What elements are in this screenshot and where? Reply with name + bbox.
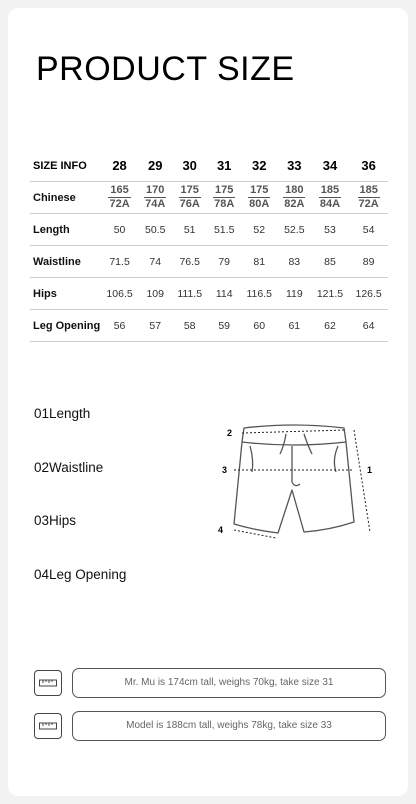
- size-cell: 31: [208, 150, 241, 182]
- height-value: 185: [359, 184, 378, 196]
- marker-2: 2: [227, 428, 233, 438]
- measure-cell: 56: [100, 310, 139, 342]
- measure-cell: 76.5: [172, 246, 208, 278]
- length-row: [30, 214, 388, 246]
- measure-cell: 52: [241, 214, 279, 246]
- chinese-size-cell: [349, 182, 388, 214]
- model-note-text: Model is 188cm tall, weighs 78kg, take size 33: [72, 711, 386, 741]
- size-table: [30, 150, 388, 342]
- chinese-size-cell: [208, 182, 241, 214]
- drawstring-left: [280, 434, 286, 454]
- waist-value: 74A: [145, 198, 166, 210]
- size-cell: 32: [241, 150, 279, 182]
- right-pocket: [334, 446, 338, 472]
- legend-waistline: 02Waistline: [34, 460, 104, 475]
- measure-cell: 64: [349, 310, 388, 342]
- measure-cell: 89: [349, 246, 388, 278]
- marker-1: 1: [367, 465, 373, 475]
- drawstring-right: [304, 434, 312, 454]
- size-cell: 29: [139, 150, 172, 182]
- waist-value: 82A: [284, 198, 305, 210]
- legend-length: 01Length: [34, 406, 91, 421]
- size-cell: 34: [311, 150, 350, 182]
- height-value: 185: [320, 184, 340, 196]
- size-cell: 28: [100, 150, 139, 182]
- waist-value: 78A: [214, 198, 235, 210]
- measure-cell: 119: [278, 278, 311, 310]
- measure-cell: 106.5: [100, 278, 139, 310]
- chinese-size-row: [30, 182, 388, 214]
- ruler-icon: [34, 713, 62, 739]
- measure-cell: 109: [139, 278, 172, 310]
- size-cell: 33: [278, 150, 311, 182]
- measure-cell: 51: [172, 214, 208, 246]
- measure-cell: 71.5: [100, 246, 139, 278]
- measure-cell: 62: [311, 310, 350, 342]
- height-value: 165: [110, 184, 129, 196]
- marker-4: 4: [218, 525, 224, 535]
- waist-value: 72A: [109, 198, 130, 210]
- hips-row: [30, 278, 388, 310]
- chinese-size-cell: [311, 182, 350, 214]
- measure-cell: 60: [241, 310, 279, 342]
- leg-opening-row: [30, 310, 388, 342]
- measure-cell: 85: [311, 246, 350, 278]
- measure-cell: 83: [278, 246, 311, 278]
- height-value: 175: [215, 184, 234, 196]
- measure-cell: 59: [208, 310, 241, 342]
- chinese-size-cell: [172, 182, 208, 214]
- waist-value: 72A: [358, 198, 379, 210]
- ruler-icon: [34, 670, 62, 696]
- measure-cell: 121.5: [311, 278, 350, 310]
- row-label: Chinese: [30, 182, 100, 214]
- waist-value: 80A: [249, 198, 270, 210]
- model-note-2: [34, 711, 386, 743]
- measure-cell: 50: [100, 214, 139, 246]
- measure-cell: 74: [139, 246, 172, 278]
- size-header-row: [30, 150, 388, 182]
- chinese-size-cell: [100, 182, 139, 214]
- waist-value: 84A: [319, 198, 341, 210]
- row-label: Leg Opening: [30, 310, 100, 342]
- measure-cell: 81: [241, 246, 279, 278]
- waistline-row: [30, 246, 388, 278]
- row-label: Hips: [30, 278, 100, 310]
- measure-cell: 50.5: [139, 214, 172, 246]
- size-cell: 30: [172, 150, 208, 182]
- chinese-size-cell: [139, 182, 172, 214]
- marker-3: 3: [222, 465, 228, 475]
- row-label: Waistline: [30, 246, 100, 278]
- left-pocket: [250, 446, 253, 472]
- size-cell: 36: [349, 150, 388, 182]
- measure-cell: 54: [349, 214, 388, 246]
- height-value: 175: [250, 184, 269, 196]
- chinese-size-cell: [278, 182, 311, 214]
- measure-cell: 53: [311, 214, 350, 246]
- waistband-shape: [242, 425, 346, 445]
- fly-seam: [292, 446, 300, 486]
- measure-cell: 114: [208, 278, 241, 310]
- waist-value: 76A: [179, 198, 200, 210]
- measure-cell: 126.5: [349, 278, 388, 310]
- measure-cell: 52.5: [278, 214, 311, 246]
- measure-cell: 116.5: [241, 278, 279, 310]
- size-info-label: SIZE INFO: [30, 150, 100, 182]
- height-value: 180: [285, 184, 304, 196]
- chinese-size-cell: [241, 182, 279, 214]
- measure-cell: 57: [139, 310, 172, 342]
- row-label: Length: [30, 214, 100, 246]
- model-note-1: [34, 668, 386, 700]
- model-note-text: Mr. Mu is 174cm tall, weighs 70kg, take size 31: [72, 668, 386, 698]
- length-measure-line: [354, 430, 373, 532]
- legend-hips: 03Hips: [34, 513, 77, 528]
- legend-leg-opening: 04Leg Opening: [34, 567, 127, 582]
- waist-measure-line: [242, 430, 346, 433]
- page-title: PRODUCT SIZE: [36, 50, 295, 88]
- measure-cell: 61: [278, 310, 311, 342]
- height-value: 170: [146, 184, 165, 196]
- shorts-diagram: [212, 420, 382, 550]
- measure-cell: 79: [208, 246, 241, 278]
- height-value: 175: [180, 184, 199, 196]
- measure-cell: 58: [172, 310, 208, 342]
- measure-cell: 51.5: [208, 214, 241, 246]
- measure-cell: 111.5: [172, 278, 208, 310]
